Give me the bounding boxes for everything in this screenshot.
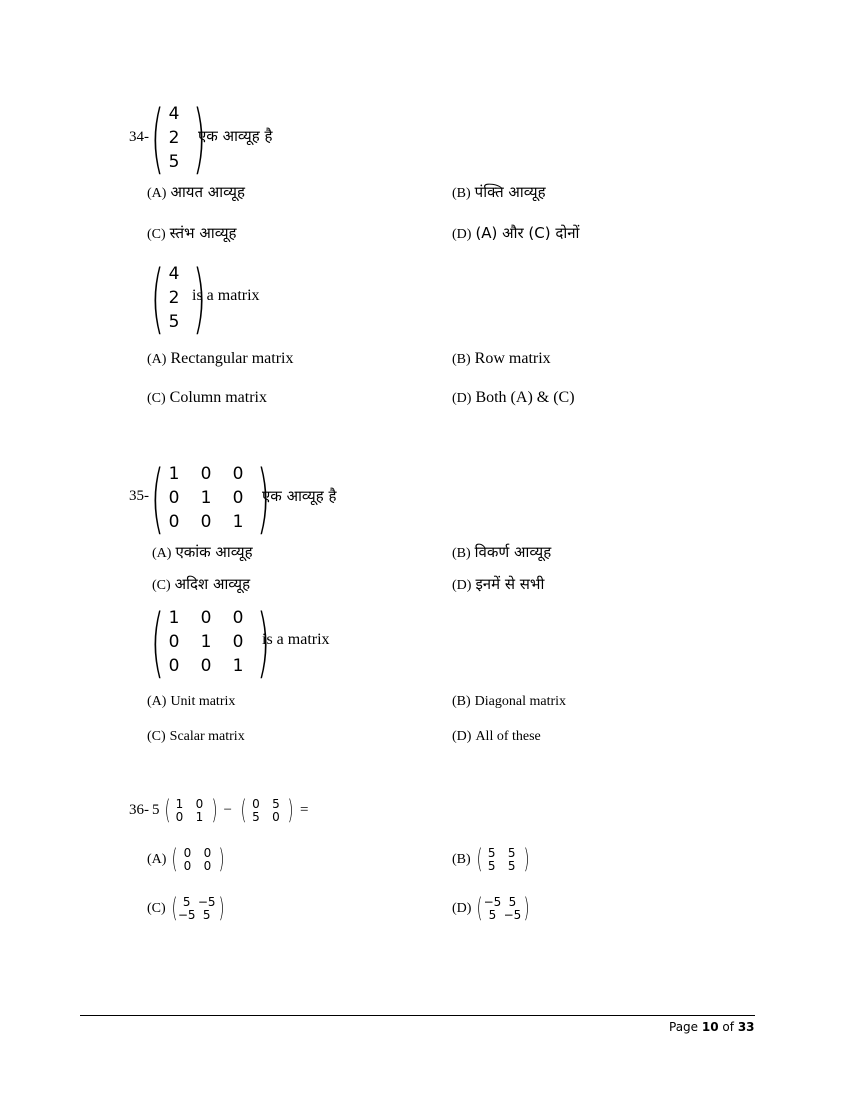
q36-matrix-1 xyxy=(163,797,217,824)
q36-number: 36- xyxy=(129,802,149,818)
matrix-entry: 0 xyxy=(232,488,244,508)
matrix-entries xyxy=(482,896,522,922)
matrix-entry: 5 xyxy=(488,907,497,922)
matrix-left-paren: ( xyxy=(477,893,483,924)
q36-option-d: (D) ( −5 5 5 −5 ) xyxy=(452,893,530,924)
matrix-right-paren: ) xyxy=(218,893,225,924)
q35-option-b-hindi: (B) विकर्ण आव्यूह xyxy=(452,543,552,561)
q35-number: 35- xyxy=(129,488,149,504)
matrix-entry: 1 xyxy=(168,464,180,484)
matrix-entry: 0 xyxy=(232,632,244,652)
matrix-entry: 1 xyxy=(175,796,184,811)
q34-option-b-hindi: (B) पंक्ति आव्यूह xyxy=(452,183,546,201)
matrix-left-paren: ( xyxy=(150,453,165,542)
matrix-entry: −5 xyxy=(197,894,216,909)
matrix-right-paren: ) xyxy=(256,597,271,686)
q34-matrix-hi xyxy=(148,93,207,182)
matrix-entry: 1 xyxy=(232,512,244,532)
matrix-right-paren: ) xyxy=(256,453,271,542)
q35-option-d-hindi: (D) इनमें से सभी xyxy=(452,575,545,593)
q35-matrix-hi xyxy=(148,453,271,542)
matrix-right-paren: ) xyxy=(523,844,530,875)
q34-option-d-hindi: (D) (A) और (C) दोनों xyxy=(452,224,580,242)
q35-matrix-en xyxy=(148,597,271,686)
matrix-entries xyxy=(170,798,210,824)
q35-option-c-hindi: (C) अदिश आव्यूह xyxy=(152,575,251,593)
matrix-right-paren: ) xyxy=(211,795,217,826)
q36-option-c: (C) ( 5 −5 −5 5 ) xyxy=(147,893,225,924)
q34-number: 34- xyxy=(129,129,149,145)
matrix-right-paren: ) xyxy=(192,93,207,182)
matrix-entry: 0 xyxy=(203,858,212,873)
q35-stem-english: is a matrix xyxy=(262,631,330,648)
footer-divider xyxy=(80,1015,755,1016)
q34-option-d-english: (D) Both (A) & (C) xyxy=(452,389,575,406)
matrix-right-paren: ) xyxy=(524,893,530,924)
matrix-entry: 0 xyxy=(272,809,280,824)
matrix-entries xyxy=(158,606,254,678)
matrix-entry: 1 xyxy=(168,608,180,628)
matrix-entry: 5 xyxy=(487,845,496,860)
matrix-entries xyxy=(177,847,217,873)
q35-option-a-hindi: (A) एकांक आव्यूह xyxy=(152,543,253,561)
q34-option-c-hindi: (C) स्तंभ आव्यूह xyxy=(147,224,237,242)
q35-option-b-english: (B) Diagonal matrix xyxy=(452,694,567,709)
matrix-left-paren: ( xyxy=(164,795,170,826)
matrix-entry: 2 xyxy=(168,288,180,308)
q34-option-b-english: (B) Row matrix xyxy=(452,350,551,367)
matrix-entry: 2 xyxy=(168,128,180,148)
matrix-entry: 5 xyxy=(507,858,516,873)
matrix-left-paren: ( xyxy=(150,253,165,342)
matrix-entry: 0 xyxy=(200,464,212,484)
matrix-entry: 5 xyxy=(272,796,280,811)
matrix-entries xyxy=(158,462,254,534)
matrix-entry: 0 xyxy=(168,488,180,508)
matrix-entry: 1 xyxy=(200,632,212,652)
matrix-right-paren: ) xyxy=(192,253,207,342)
matrix-left-paren: ( xyxy=(476,844,483,875)
matrix-entry: 0 xyxy=(175,809,184,824)
q35-stem-hindi: एक आव्यूह है xyxy=(262,487,337,505)
matrix-entry: −5 xyxy=(503,907,522,922)
matrix-entry: 0 xyxy=(232,608,244,628)
matrix-entry: 0 xyxy=(200,656,212,676)
matrix-left-paren: ( xyxy=(240,795,247,826)
matrix-entry: 5 xyxy=(508,894,517,909)
q35-option-d-english: (D) All of these xyxy=(452,729,541,744)
matrix-entry: 0 xyxy=(203,845,212,860)
matrix-right-paren: ) xyxy=(287,795,294,826)
matrix-entry: 0 xyxy=(195,796,204,811)
q35-option-a-english: (A) Unit matrix xyxy=(147,694,236,709)
matrix-entry: 5 xyxy=(202,907,211,922)
matrix-left-paren: ( xyxy=(150,597,165,686)
matrix-entry: 5 xyxy=(487,858,496,873)
matrix-entry: −5 xyxy=(483,894,502,909)
matrix-entry: 0 xyxy=(183,845,192,860)
page-number: Page 10 of 33 xyxy=(669,1020,755,1034)
q36-option-a: (A) ( 0 0 0 0 ) xyxy=(147,844,225,875)
matrix-entry: 4 xyxy=(168,104,180,124)
q36-equals: = xyxy=(299,802,309,818)
q34-option-c-english: (C) Column matrix xyxy=(147,389,267,406)
matrix-entry: 5 xyxy=(168,152,180,172)
matrix-entry: 0 xyxy=(200,512,212,532)
q36-minus: − xyxy=(223,802,232,818)
matrix-entry: 5 xyxy=(168,312,180,332)
q34-option-a-english: (A) Rectangular matrix xyxy=(147,350,294,367)
q36-matrix-2 xyxy=(239,797,293,824)
q36-option-b: (B) ( 5 5 5 5 ) xyxy=(452,844,530,875)
matrix-entry: 0 xyxy=(232,464,244,484)
matrix-entry: −5 xyxy=(177,907,196,922)
matrix-entry: 0 xyxy=(168,512,180,532)
q35-option-c-english: (C) Scalar matrix xyxy=(147,729,245,744)
q36-coefficient: 5 xyxy=(152,802,160,818)
matrix-entries xyxy=(177,896,217,922)
matrix-right-paren: ) xyxy=(219,844,225,875)
matrix-entry: 0 xyxy=(183,858,192,873)
matrix-left-paren: ( xyxy=(172,844,178,875)
q34-stem-hindi: एक आव्यूह है xyxy=(198,127,273,145)
matrix-entry: 1 xyxy=(195,809,204,824)
matrix-entry: 1 xyxy=(232,656,244,676)
matrix-entry: 1 xyxy=(200,488,212,508)
matrix-entry: 4 xyxy=(168,264,180,284)
matrix-entry: 0 xyxy=(168,656,180,676)
matrix-entry: 5 xyxy=(507,845,516,860)
matrix-left-paren: ( xyxy=(171,893,178,924)
matrix-entry: 0 xyxy=(200,608,212,628)
q36-stem xyxy=(129,797,308,824)
matrix-entries xyxy=(246,798,286,824)
matrix-entry: 0 xyxy=(168,632,180,652)
q34-option-a-hindi: (A) आयत आव्यूह xyxy=(147,183,245,201)
matrix-entry: 5 xyxy=(182,894,191,909)
q34-stem-english: is a matrix xyxy=(192,287,260,304)
matrix-entry: 0 xyxy=(252,796,260,811)
matrix-left-paren: ( xyxy=(150,93,165,182)
matrix-entries xyxy=(482,847,522,873)
matrix-entry: 5 xyxy=(252,809,260,824)
